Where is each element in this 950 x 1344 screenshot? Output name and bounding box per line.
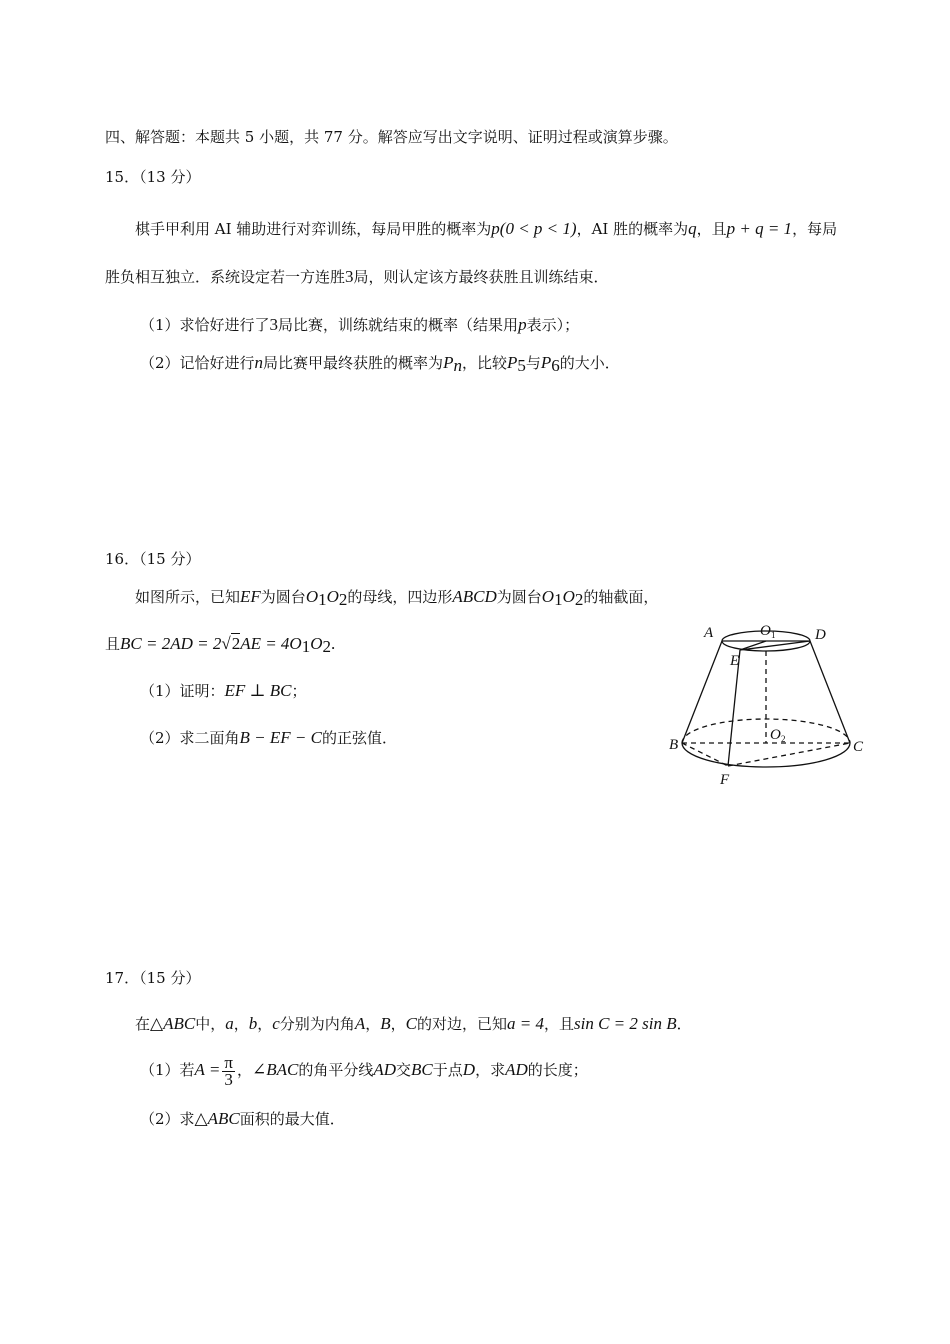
- q16-number: 16．（15 分）: [105, 550, 201, 568]
- label-O1-sub: 1: [771, 630, 776, 640]
- segment-FC: [728, 743, 850, 766]
- q16-part2: （2）求二面角B − EF − C的正弦值．: [140, 728, 397, 747]
- q17-stem: 在△ABC中，a，b，c分别为内角A，B，C的对边，已知a = 4，且sin C = 2 sin B．: [135, 1014, 692, 1033]
- fraction-pi-over-3: $\frac{\pi}{3}$: [224, 1052, 233, 1089]
- label-O2: O: [770, 727, 781, 743]
- label-E: E: [730, 653, 740, 669]
- q15-number: 15．（13 分）: [105, 168, 201, 186]
- bottom-circle-back: [682, 719, 850, 743]
- label-O2-sub: 2: [781, 734, 786, 744]
- label-D: D: [815, 627, 826, 643]
- q17-number: 17．（15 分）: [105, 969, 201, 987]
- q17-part1: （1）若A = $\frac{\pi}{3}$ ，∠BAC的角平分线AD交BC于点D，求AD的长度；: [140, 1052, 588, 1089]
- segment-ED: [740, 641, 810, 650]
- segment-BF: [682, 743, 728, 766]
- label-B: B: [669, 737, 679, 753]
- q16-part1: （1）证明：EF ⊥ BC；: [140, 681, 307, 700]
- q15-part1: （1）求恰好进行了3局比赛，训练就结束的概率（结果用p表示）；: [140, 315, 580, 334]
- frustum-figure: [660, 615, 875, 795]
- q17-part2: （2）求△ABC面积的最大值．: [140, 1109, 345, 1128]
- section-header: 四、解答题：本题共 5 小题，共 77 分。解答应写出文字说明、证明过程或演算步骤。: [105, 128, 678, 146]
- q16-stem-line2: 且BC = $2AD = 2√2AE = 4O_1O_2$.: [105, 634, 336, 656]
- q15-stem-line1: 棋手甲利用 AI 辅助进行对弈训练，每局甲胜的概率为p(0 < p < 1)，AI 胜的概率为q，且p + q = 1，每局: [135, 219, 838, 238]
- label-O1: O: [760, 623, 771, 639]
- q15-stem-line2: 胜负相互独立．系统设定若一方连胜3局，则认定该方最终获胜且训练结束．: [105, 267, 609, 286]
- label-F: F: [720, 772, 730, 788]
- label-C: C: [853, 739, 864, 755]
- q16-stem-line1: 如图所示，已知EF为圆台$O_1O_2$的母线，四边形ABCD为圆台$O_1O_2$的轴截面，: [135, 587, 659, 609]
- q15-part2: （2）记恰好进行n局比赛甲最终获胜的概率为$P_n$，比较$P_5$与$P_6$的大小．: [140, 353, 620, 375]
- label-A: A: [704, 625, 714, 641]
- edge-AB: [682, 641, 722, 743]
